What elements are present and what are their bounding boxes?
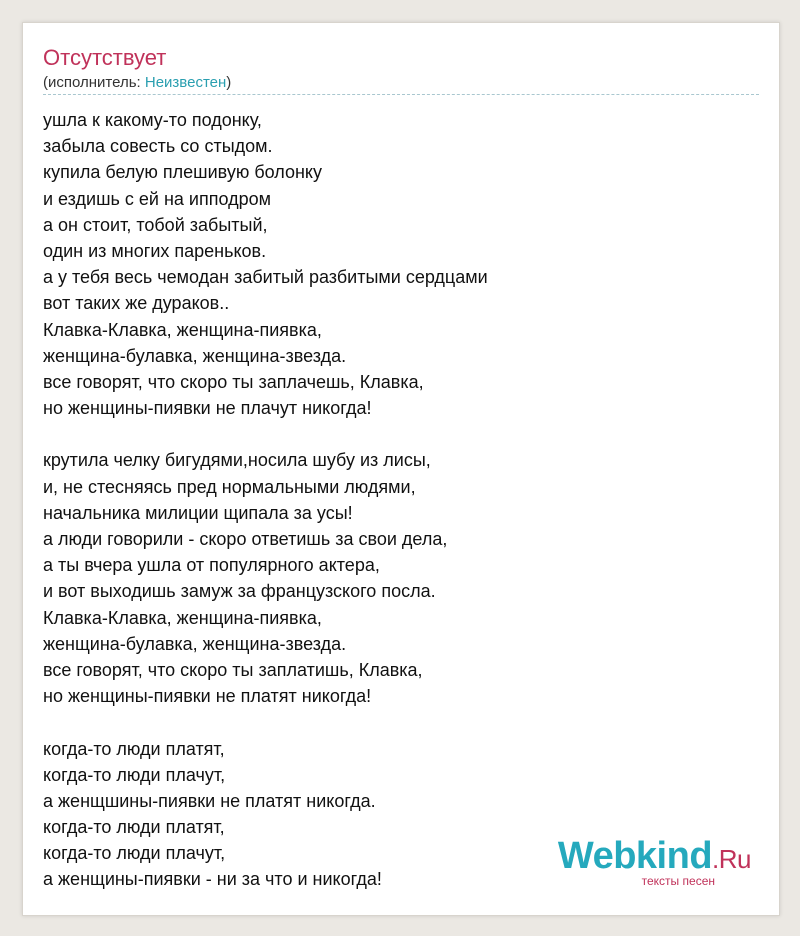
- artist-link[interactable]: Неизвестен: [144, 74, 227, 91]
- lyric-line: и ездишь с ей на ипподром: [43, 188, 271, 209]
- logo-tld-text: .Ru: [712, 844, 751, 874]
- lyric-line: женщина-булавка, женщина-звезда.: [43, 345, 347, 366]
- artist-prefix: (исполнитель:: [43, 74, 145, 91]
- lyrics-card: [22, 22, 780, 916]
- lyric-line: Клавка-Клавка, женщина-пиявка,: [43, 319, 322, 340]
- lyric-line: и вот выходишь замуж за французского посла.: [43, 581, 436, 602]
- lyric-line: но женщины-пиявки не платят никогда!: [43, 686, 372, 707]
- lyric-line: все говорят, что скоро ты заплатишь, Клавка,: [43, 659, 423, 680]
- lyric-line: когда-то люди плачут,: [43, 843, 226, 864]
- lyric-line: а женщшины-пиявки не платят никогда.: [43, 790, 376, 811]
- lyric-blank-line: [43, 421, 743, 447]
- lyric-line: а ты вчера ушла от популярного актера,: [43, 555, 380, 576]
- lyric-line: когда-то люди платят,: [43, 738, 225, 759]
- lyric-line: а он стоит, тобой забытый,: [43, 214, 268, 235]
- artist-line: [43, 74, 231, 92]
- lyric-line: а люди говорили - скоро ответишь за свои дела,: [43, 529, 448, 549]
- lyric-blank-line: [43, 709, 743, 735]
- lyric-line: купила белую плешивую болонку: [43, 162, 322, 183]
- lyric-line: а у тебя весь чемодан забитый разбитыми сердцами: [43, 267, 488, 288]
- lyric-line: крутила челку бигудями,носила шубу из лисы,: [43, 450, 431, 471]
- lyric-line: а женщины-пиявки - ни за что и никогда!: [43, 869, 382, 890]
- site-logo[interactable]: [558, 837, 751, 887]
- logo-main-text: Webkind: [557, 835, 713, 877]
- lyric-line: и, не стесняясь пред нормальными людями,: [43, 476, 416, 497]
- artist-suffix: ): [226, 74, 232, 91]
- lyric-line: забыла совесть со стыдом.: [43, 136, 273, 157]
- song-title: Отсутствует: [43, 45, 167, 70]
- lyric-line: ушла к какому-то подонку,: [43, 110, 262, 130]
- divider: [43, 94, 759, 95]
- lyric-line: вот таких же дураков..: [43, 293, 230, 314]
- lyric-line: один из многих пареньков.: [43, 240, 267, 261]
- logo-tagline: тексты песен: [641, 874, 715, 888]
- lyric-line: начальника милиции щипала за усы!: [43, 502, 353, 523]
- lyric-line: Клавка-Клавка, женщина-пиявка,: [43, 607, 322, 628]
- lyric-line: женщина-булавка, женщина-звезда.: [43, 633, 347, 654]
- lyric-line: когда-то люди плачут,: [43, 764, 226, 785]
- lyric-line: когда-то люди платят,: [43, 817, 225, 838]
- lyric-line: все говорят, что скоро ты заплачешь, Клавка,: [43, 371, 424, 392]
- logo-wordmark: [558, 837, 751, 878]
- lyrics-body: [43, 107, 743, 893]
- lyric-line: но женщины-пиявки не плачут никогда!: [43, 398, 372, 419]
